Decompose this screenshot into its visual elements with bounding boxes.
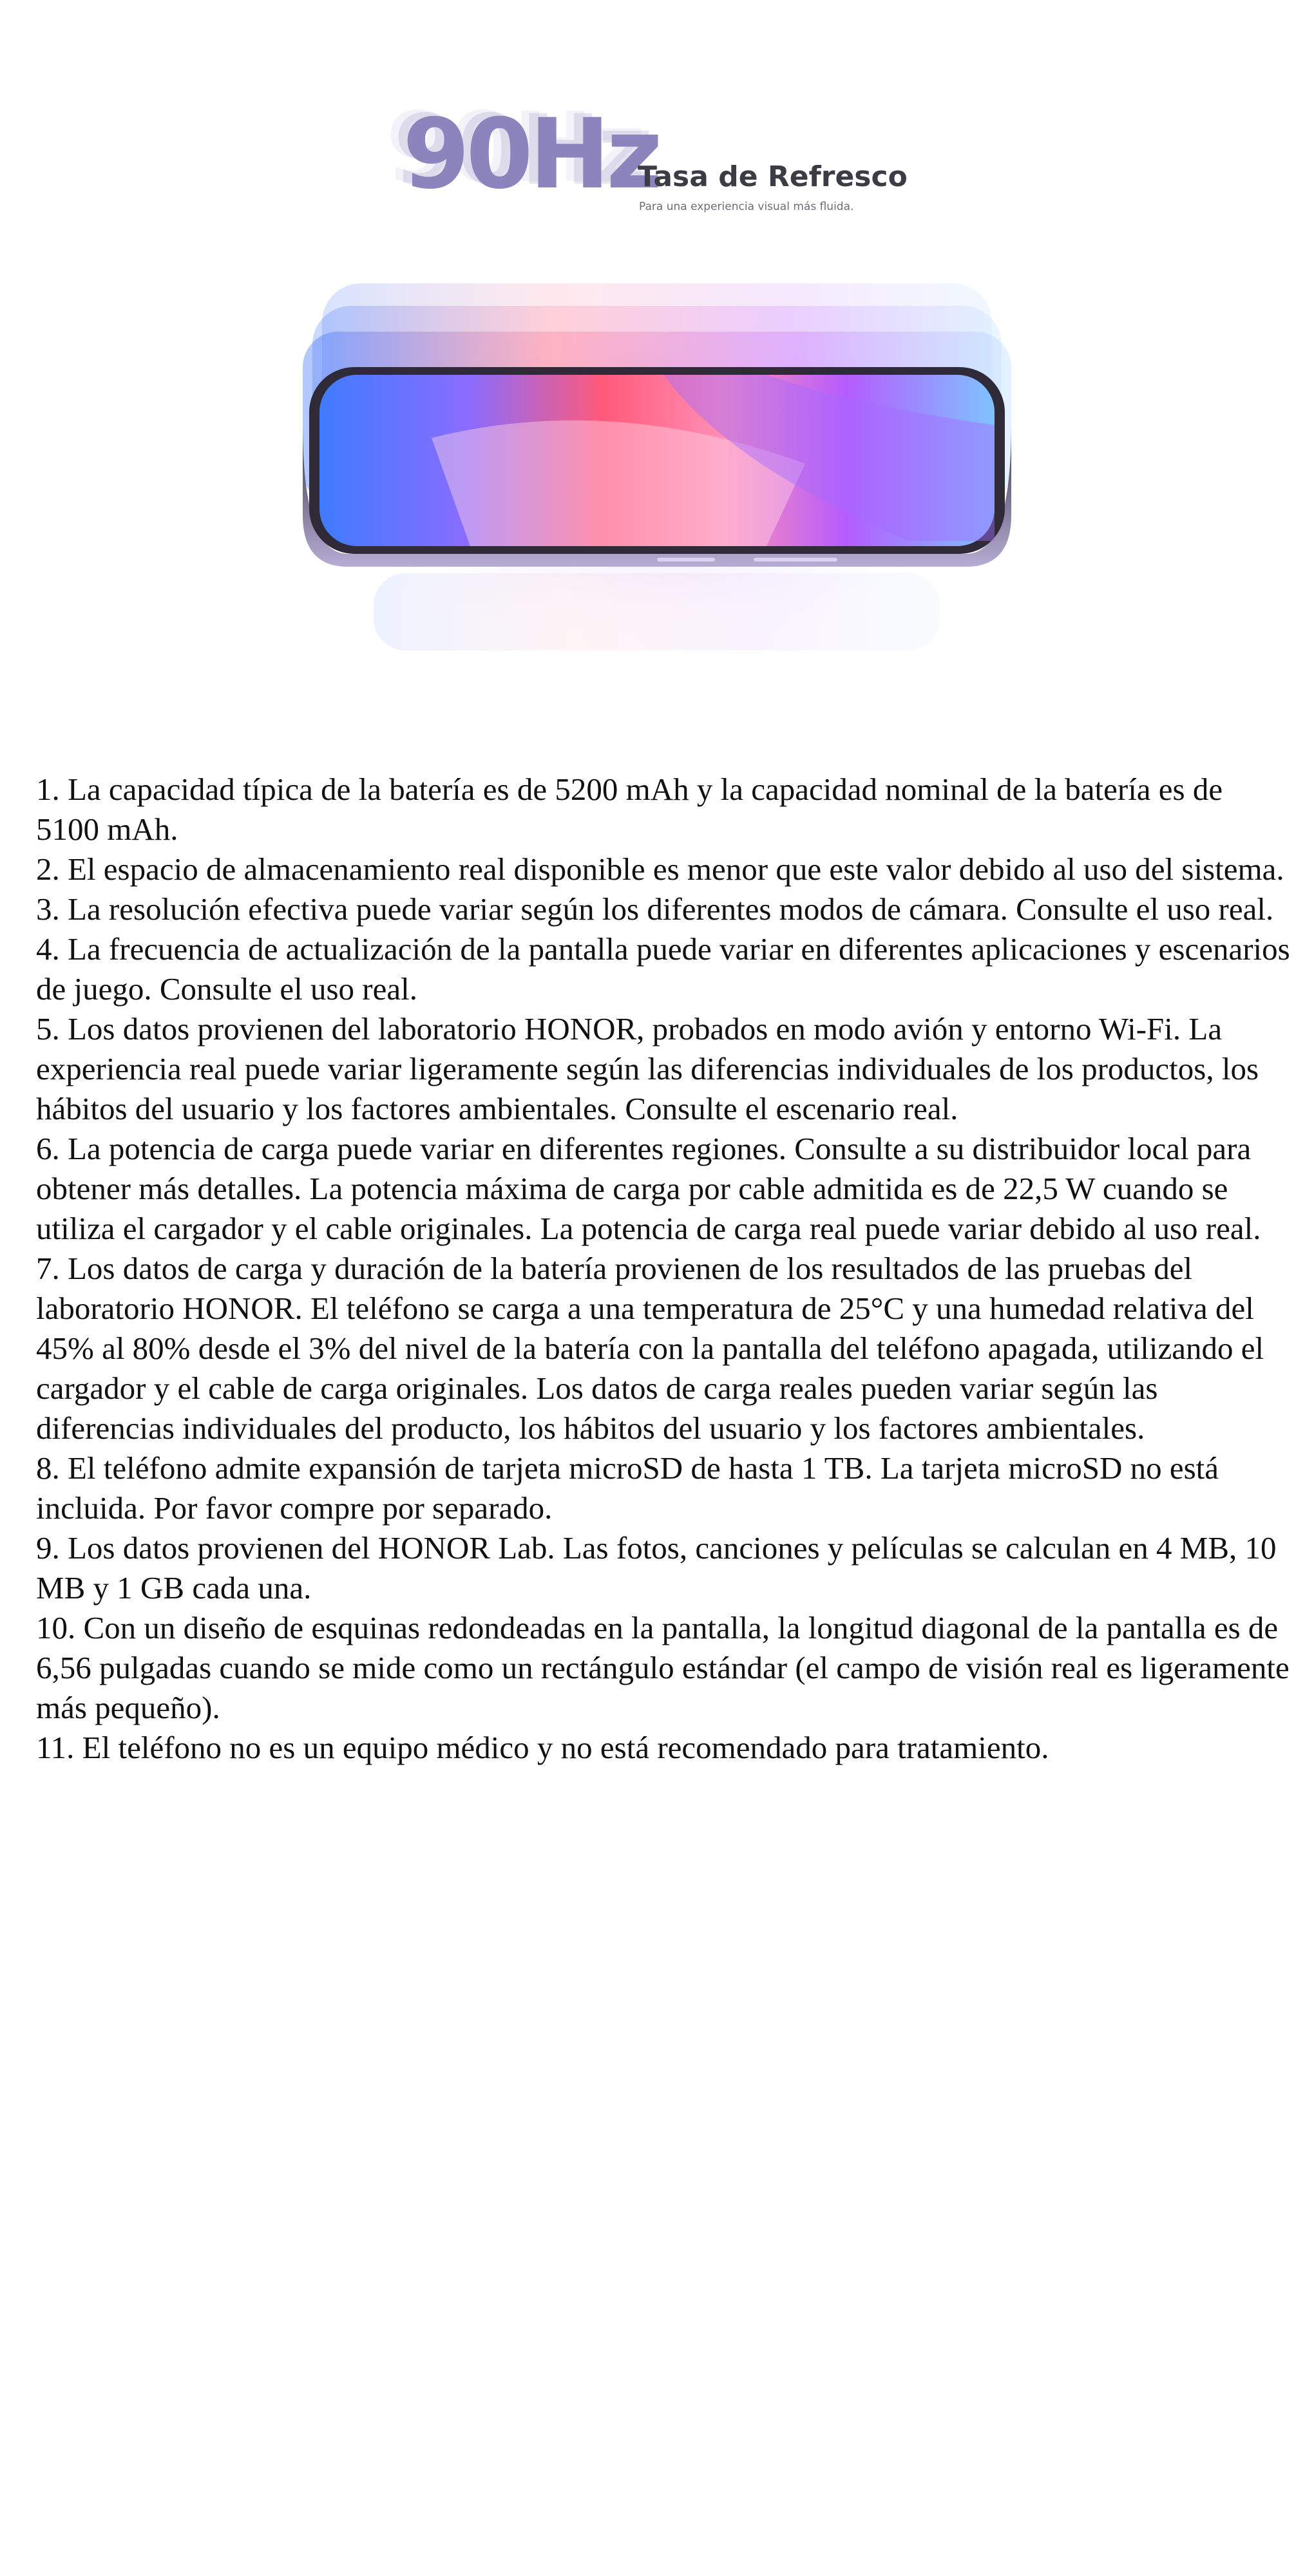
banner-title: Tasa de Refresco [638,160,908,193]
refresh-rate-value: 90Hz [403,99,659,211]
footnote-9: 9. Los datos provienen del HONOR Lab. Las fotos, canciones y películas se calculan en 4 MB, 10 MB y 1 GB cada una. [36,1530,1277,1605]
footnote-1: 1. La capacidad típica de la batería es de 5200 mAh y la capacidad nominal de la batería es de 5100 mAh. [36,772,1223,847]
footnote-5: 5. Los datos provienen del laboratorio HONOR, probados en modo avión y entorno Wi-Fi. La experiencia real puede variar ligeramente según las diferencias individuales de los productos, los hábitos del usuario y los factores ambientales. Consulte el escenario real. [36,1011,1259,1126]
banner-subtitle: Para una experiencia visual más fluida. [639,200,854,213]
phone-screen-illustration [277,270,1037,657]
footnote-11: 11. El teléfono no es un equipo médico y no está recomendado para tratamiento. [36,1730,1049,1765]
refresh-rate-banner [0,0,1314,708]
footnote-10: 10. Con un diseño de esquinas redondeadas en la pantalla, la longitud diagonal de la pantalla es de 6,56 pulgadas cuando se mide como un rectángulo estándar (el campo de visión real es ligeramente más pequeño). [36,1610,1290,1725]
footnote-6: 6. La potencia de carga puede variar en diferentes regiones. Consulte a su distribuidor local para obtener más detalles. La potencia máxima de carga por cable admitida es de 22,5 W cuando se utiliza el cargador y el cable originales. La potencia de carga real puede variar debido al uso real. [36,1131,1261,1246]
footnote-7: 7. Los datos de carga y duración de la batería provienen de los resultados de las pruebas del laboratorio HONOR. El teléfono se carga a una temperatura de 25°C y una humedad relativa del 45% al 80% desde el 3% del nivel de la batería con la pantalla del teléfono apagada, utilizando el cargador y el cable de carga originales. Los datos de carga reales pueden variar según las diferencias individuales del producto, los hábitos del usuario y los factores ambientales. [36,1251,1264,1446]
footnote-4: 4. La frecuencia de actualización de la pantalla puede variar en diferentes aplicaciones y escenarios de juego. Consulte el uso real. [36,931,1290,1007]
footnote-8: 8. El teléfono admite expansión de tarjeta microSD de hasta 1 TB. La tarjeta microSD no está incluida. Por favor compre por separado. [36,1450,1219,1526]
footnote-3: 3. La resolución efectiva puede variar según los diferentes modos de cámara. Consulte el uso real. [36,891,1274,927]
footnote-2: 2. El espacio de almacenamiento real disponible es menor que este valor debido al uso del sistema. [36,851,1284,887]
footnotes [36,770,1292,1768]
